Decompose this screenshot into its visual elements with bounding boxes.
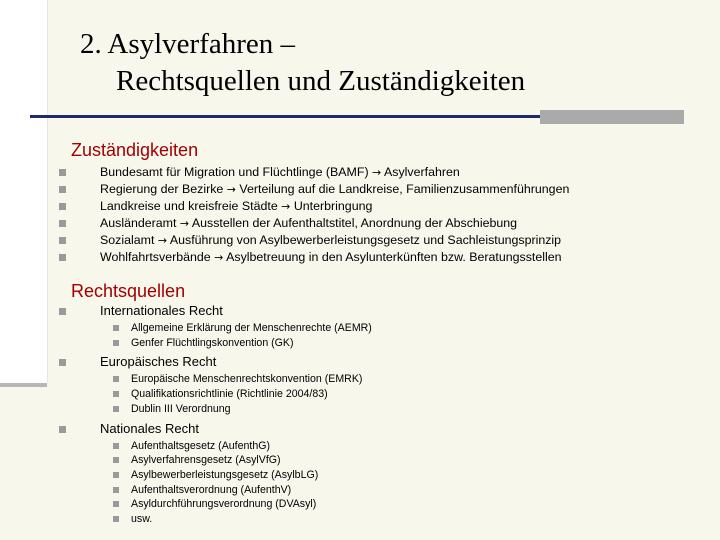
square-bullet-icon [59, 169, 66, 176]
list-item: Qualifikationsrichtlinie (Richtlinie 2004/83) [100, 387, 372, 402]
list-item: Regierung der Bezirke → Verteilung auf die Landkreise, Familienzusammenführungen [58, 181, 569, 198]
list-item: Dublin III Verordnung [100, 402, 372, 417]
square-bullet-icon [113, 487, 119, 493]
square-bullet-icon [113, 501, 119, 507]
list-item: Ausländeramt → Ausstellen der Aufenthaltstitel, Anordnung der Abschiebung [58, 215, 569, 232]
rechtsquellen-list [58, 303, 372, 531]
square-bullet-icon [59, 237, 66, 244]
list-item: Aufenthaltsgesetz (AufenthG) [100, 439, 372, 454]
square-bullet-icon [113, 406, 119, 412]
square-bullet-icon [59, 186, 66, 193]
heading-zustaendigkeiten: Zuständigkeiten [71, 140, 199, 160]
right-arrow-icon: → [179, 217, 190, 230]
square-bullet-icon [113, 325, 119, 331]
right-arrow-icon: → [226, 183, 236, 196]
right-arrow-icon: → [281, 200, 291, 213]
right-arrow-icon: → [214, 251, 224, 264]
law-sublist [100, 439, 372, 527]
law-group-label: Nationales Recht [100, 420, 199, 436]
law-group-label: Internationales Recht [100, 303, 223, 318]
title-underline-accent [540, 110, 684, 124]
right-arrow-icon: → [157, 234, 168, 247]
slide-title-line-2: Rechtsquellen und Zuständigkeiten [116, 65, 526, 97]
list-item: Asylverfahrensgesetz (AsylVfG) [100, 453, 372, 468]
square-bullet-icon [113, 516, 119, 522]
square-bullet-icon [113, 391, 119, 397]
square-bullet-icon [59, 308, 66, 315]
list-item: Asyldurchführungsverordnung (DVAsyl) [100, 497, 372, 512]
square-bullet-icon [113, 340, 119, 346]
list-item: Allgemeine Erklärung der Menschenrechte (AEMR) [100, 321, 372, 336]
list-item: Bundesamt für Migration und Flüchtlinge (BAMF) → Asylverfahren [58, 164, 569, 181]
list-item: Sozialamt → Ausführung von Asylbewerberleistungsgesetz und Sachleistungsprinzip [58, 232, 569, 249]
square-bullet-icon [113, 443, 119, 449]
law-sublist [100, 321, 372, 350]
slide-title [80, 26, 525, 100]
left-sidebar-panel [0, 0, 48, 383]
right-arrow-icon: → [372, 166, 382, 179]
list-item: Aufenthaltsverordnung (AufenthV) [100, 483, 372, 498]
square-bullet-icon [59, 220, 66, 227]
list-item: Asylbewerberleistungsgesetz (AsylbLG) [100, 468, 372, 483]
list-item: Landkreise und kreisfreie Städte → Unterbringung [58, 198, 569, 215]
law-group-international [58, 303, 372, 350]
square-bullet-icon [59, 254, 66, 261]
square-bullet-icon [113, 376, 119, 382]
law-group-label: Europäisches Recht [100, 354, 217, 370]
list-item: usw. [100, 512, 372, 527]
law-sublist [100, 372, 372, 416]
slide-title-line-1: 2. Asylverfahren – [80, 28, 296, 60]
square-bullet-icon [113, 472, 119, 478]
square-bullet-icon [113, 457, 119, 463]
law-group-national [58, 421, 372, 527]
list-item: Wohlfahrtsverbände → Asylbetreuung in den Asylunterkünften bzw. Beratungsstellen [58, 249, 569, 266]
heading-rechtsquellen: Rechtsquellen [71, 281, 186, 301]
zustaendigkeiten-list [58, 164, 569, 266]
list-item: Europäische Menschenrechtskonvention (EMRK) [100, 372, 372, 387]
left-sidebar-shadow [0, 383, 47, 387]
square-bullet-icon [59, 203, 66, 210]
square-bullet-icon [59, 426, 66, 433]
law-group-european [58, 354, 372, 416]
square-bullet-icon [59, 359, 66, 366]
list-item: Genfer Flüchtlingskonvention (GK) [100, 336, 372, 351]
